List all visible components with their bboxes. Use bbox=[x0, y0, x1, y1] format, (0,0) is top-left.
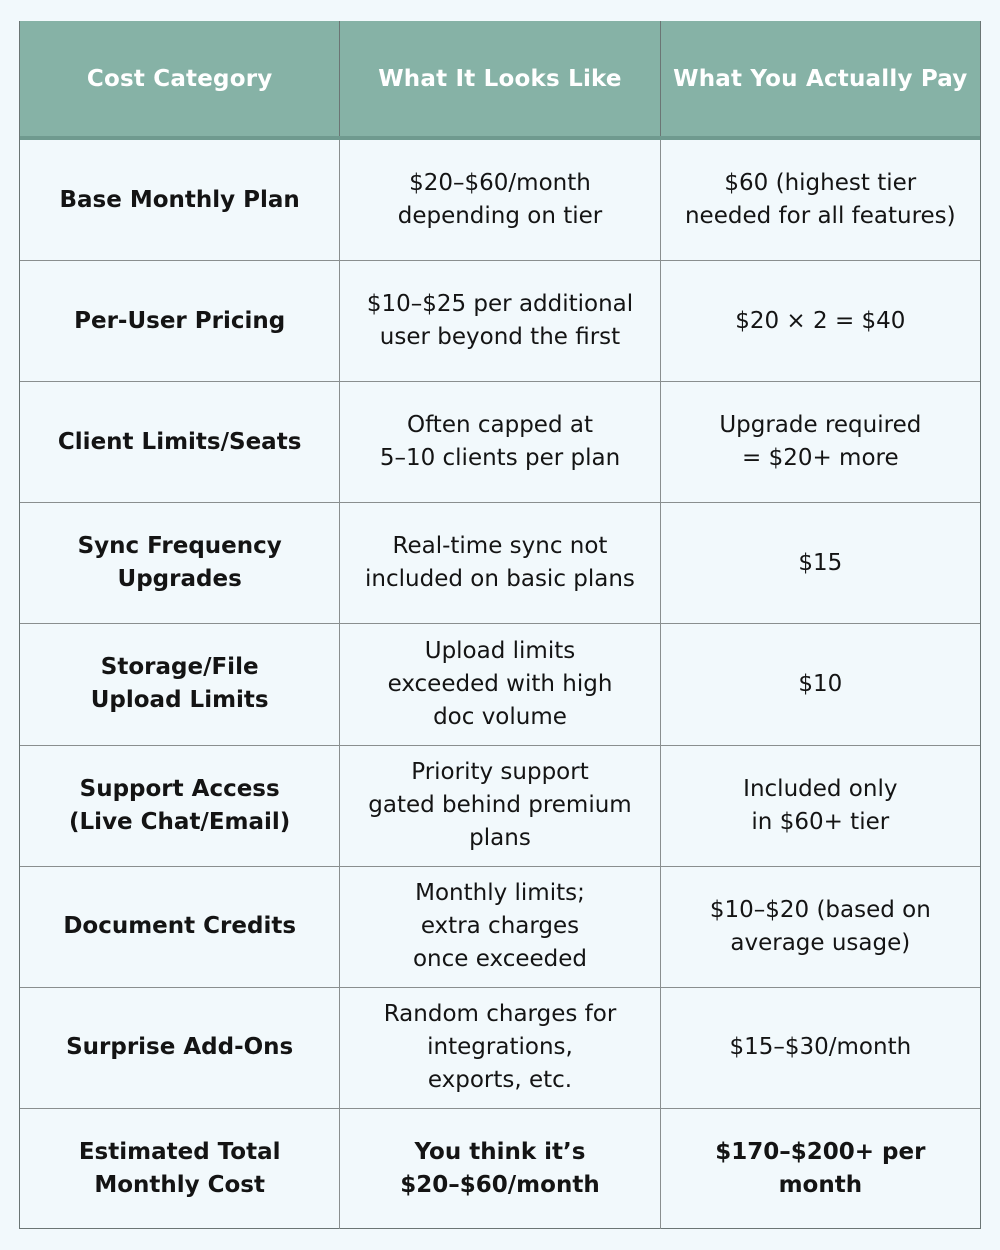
looks-like-cell: $10–$25 per additional user beyond the first bbox=[340, 261, 660, 381]
actually-pay-cell: $10–$20 (based on average usage) bbox=[709, 896, 931, 956]
header-cost-category: Cost Category bbox=[20, 21, 340, 136]
category-cell: Base Monthly Plan bbox=[20, 140, 340, 260]
looks-like-cell: Often capped at 5–10 clients per plan bbox=[340, 382, 660, 502]
actually-pay-cell: $10 bbox=[798, 670, 843, 697]
category-cell: Document Credits bbox=[20, 867, 340, 987]
table-row bbox=[20, 503, 980, 624]
looks-like-cell: Random charges for integrations, exports, etc. bbox=[340, 988, 660, 1108]
category-cell: Storage/File Upload Limits bbox=[20, 624, 340, 744]
table-row bbox=[20, 867, 980, 988]
actually-pay-cell: $15 bbox=[798, 549, 843, 576]
table-header-row bbox=[20, 21, 980, 140]
actually-pay-cell: $60 (highest tier needed for all features) bbox=[684, 170, 956, 230]
looks-like-cell: Upload limits exceeded with high doc volume bbox=[340, 624, 660, 744]
cost-comparison-table bbox=[19, 21, 981, 1229]
looks-like-cell: Real-time sync not included on basic plans bbox=[340, 503, 660, 623]
actually-pay-cell: Upgrade required = $20+ more bbox=[719, 412, 922, 472]
actually-pay-cell: Included only in $60+ tier bbox=[743, 775, 898, 835]
header-what-you-actually-pay: What You Actually Pay bbox=[673, 65, 968, 92]
table-row-total bbox=[20, 1109, 980, 1229]
actually-pay-cell: $15–$30/month bbox=[729, 1034, 912, 1061]
table-row bbox=[20, 382, 980, 503]
looks-like-cell: Priority support gated behind premium plans bbox=[340, 746, 660, 866]
looks-like-cell: Monthly limits; extra charges once exceeded bbox=[340, 867, 660, 987]
table-row bbox=[20, 624, 980, 745]
category-cell: Per-User Pricing bbox=[20, 261, 340, 381]
looks-like-cell: $20–$60/month depending on tier bbox=[340, 140, 660, 260]
table-body bbox=[20, 140, 980, 1229]
table-row bbox=[20, 988, 980, 1109]
category-cell: Client Limits/Seats bbox=[20, 382, 340, 502]
table-row bbox=[20, 261, 980, 382]
actually-pay-cell: $170–$200+ per month bbox=[715, 1138, 926, 1198]
header-what-it-looks-like: What It Looks Like bbox=[340, 21, 660, 136]
category-cell: Estimated Total Monthly Cost bbox=[20, 1109, 340, 1229]
actually-pay-cell: $20 × 2 = $40 bbox=[735, 307, 906, 334]
category-cell: Surprise Add-Ons bbox=[20, 988, 340, 1108]
category-cell: Support Access (Live Chat/Email) bbox=[20, 746, 340, 866]
looks-like-cell: You think it’s $20–$60/month bbox=[340, 1109, 660, 1229]
table-row bbox=[20, 746, 980, 867]
table-row bbox=[20, 140, 980, 261]
category-cell: Sync Frequency Upgrades bbox=[20, 503, 340, 623]
